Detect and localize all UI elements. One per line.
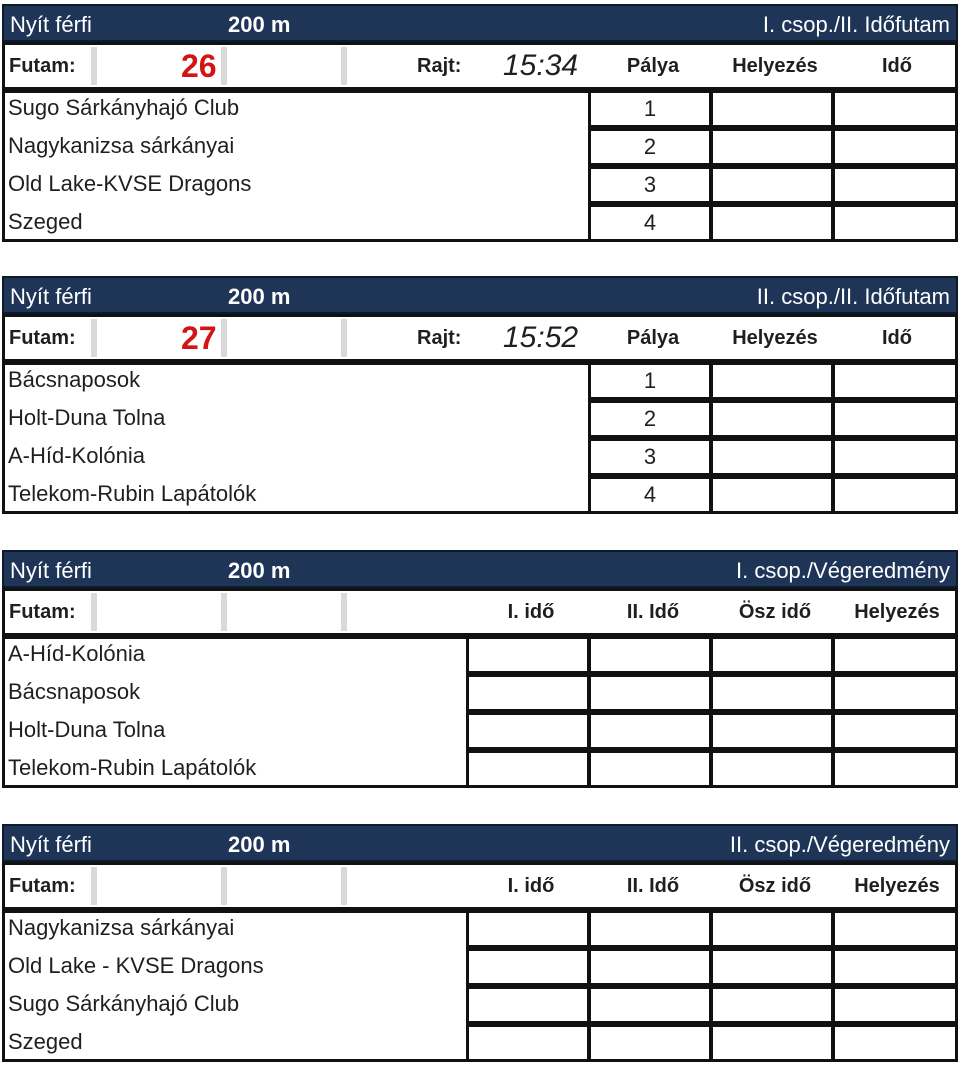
distance-label: 200 m (228, 284, 291, 309)
lane-number: 4 (588, 204, 712, 242)
category-label: Nyít férfi (10, 832, 92, 857)
table-row (2, 90, 958, 128)
place-cell[interactable] (710, 400, 834, 438)
place-cell[interactable] (710, 166, 834, 204)
lane-number: 2 (588, 400, 712, 438)
place-cell[interactable] (710, 204, 834, 242)
phase-label: II. csop./Végeredmény (729, 832, 950, 857)
team-name: Nagykanizsa sárkányai (8, 133, 235, 158)
place-cell[interactable] (832, 636, 958, 674)
futam-label: Futam: (9, 55, 76, 77)
separator (91, 319, 97, 357)
team-name: Sugo Sárkányhajó Club (8, 95, 240, 120)
heat-header-row (2, 42, 958, 90)
separator (91, 593, 97, 631)
time-cell[interactable] (832, 204, 958, 242)
separator (91, 867, 97, 905)
team-name: Telekom-Rubin Lapátolók (8, 755, 257, 780)
time-cell[interactable] (832, 362, 958, 400)
phase-label: I. csop./Végeredmény (735, 558, 950, 583)
first-time-cell[interactable] (466, 910, 590, 948)
place-cell[interactable] (832, 1024, 958, 1062)
column-header-first-time: I. idő (507, 875, 555, 897)
second-time-cell[interactable] (588, 712, 712, 750)
total-time-cell[interactable] (710, 712, 834, 750)
column-header-place: Helyezés (732, 327, 818, 349)
total-time-cell[interactable] (710, 986, 834, 1024)
column-header-lane: Pálya (626, 55, 680, 77)
time-cell[interactable] (832, 128, 958, 166)
table-row (2, 674, 958, 712)
lane-number: 3 (588, 166, 712, 204)
table-row (2, 712, 958, 750)
separator (221, 593, 227, 631)
place-cell[interactable] (832, 948, 958, 986)
column-header-total-time: Ösz idő (738, 601, 812, 623)
place-cell[interactable] (832, 750, 958, 788)
separator (221, 319, 227, 357)
team-name: Sugo Sárkányhajó Club (8, 991, 240, 1016)
place-cell[interactable] (832, 712, 958, 750)
table-row (2, 1024, 958, 1062)
place-cell[interactable] (832, 986, 958, 1024)
total-time-cell[interactable] (710, 674, 834, 712)
lane-number: 1 (588, 90, 712, 128)
category-label: Nyít férfi (10, 284, 92, 309)
team-name: Szeged (8, 209, 83, 234)
column-header-place: Helyezés (854, 875, 940, 897)
rajt-label: Rajt: (417, 55, 462, 77)
place-cell[interactable] (710, 362, 834, 400)
second-time-cell[interactable] (588, 948, 712, 986)
lane-number: 2 (588, 128, 712, 166)
place-cell[interactable] (710, 90, 834, 128)
place-cell[interactable] (710, 438, 834, 476)
distance-label: 200 m (228, 12, 291, 37)
phase-label: II. csop./II. Időfutam (756, 284, 950, 309)
table-row (2, 438, 958, 476)
category-label: Nyít férfi (10, 558, 92, 583)
separator (341, 47, 347, 85)
separator (221, 867, 227, 905)
table-row (2, 400, 958, 438)
second-time-cell[interactable] (588, 986, 712, 1024)
futam-label: Futam: (9, 601, 76, 623)
second-time-cell[interactable] (588, 910, 712, 948)
distance-label: 200 m (228, 832, 291, 857)
first-time-cell[interactable] (466, 948, 590, 986)
table-row (2, 362, 958, 400)
table-row (2, 476, 958, 514)
lane-number: 4 (588, 476, 712, 514)
team-name: Telekom-Rubin Lapátolók (8, 481, 257, 506)
first-time-cell[interactable] (466, 712, 590, 750)
time-cell[interactable] (832, 90, 958, 128)
separator (341, 319, 347, 357)
second-time-cell[interactable] (588, 750, 712, 788)
time-cell[interactable] (832, 166, 958, 204)
rajt-time: 15:52 (503, 321, 579, 354)
second-time-cell[interactable] (588, 1024, 712, 1062)
first-time-cell[interactable] (466, 674, 590, 712)
table-row (2, 204, 958, 242)
team-name: Old Lake - KVSE Dragons (8, 953, 264, 978)
separator (341, 867, 347, 905)
separator (341, 593, 347, 631)
second-time-cell[interactable] (588, 636, 712, 674)
first-time-cell[interactable] (466, 750, 590, 788)
lane-number: 3 (588, 438, 712, 476)
second-time-cell[interactable] (588, 674, 712, 712)
column-header-time: Idő (882, 55, 912, 77)
futam-number: 26 (181, 48, 217, 84)
team-name: Szeged (8, 1029, 83, 1054)
total-time-cell[interactable] (710, 636, 834, 674)
first-time-cell[interactable] (466, 1024, 590, 1062)
team-name: A-Híd-Kolónia (8, 443, 145, 468)
category-label: Nyít férfi (10, 12, 92, 37)
lane-number: 1 (588, 362, 712, 400)
team-name: Old Lake-KVSE Dragons (8, 171, 252, 196)
column-header-place: Helyezés (732, 55, 818, 77)
results-header-row (2, 862, 958, 910)
place-cell[interactable] (832, 674, 958, 712)
place-cell[interactable] (710, 476, 834, 514)
column-header-lane: Pálya (626, 327, 680, 349)
table-row (2, 986, 958, 1024)
futam-label: Futam: (9, 327, 76, 349)
futam-label: Futam: (9, 875, 76, 897)
time-cell[interactable] (832, 400, 958, 438)
results-title-bar (2, 824, 958, 862)
table-row (2, 910, 958, 948)
place-cell[interactable] (832, 910, 958, 948)
place-cell[interactable] (710, 128, 834, 166)
column-header-time: Idő (882, 327, 912, 349)
separator (221, 47, 227, 85)
team-name: Bácsnaposok (8, 679, 141, 704)
table-row (2, 636, 958, 674)
time-cell[interactable] (832, 438, 958, 476)
table-row (2, 128, 958, 166)
phase-label: I. csop./II. Időfutam (762, 12, 950, 37)
team-name: Holt-Duna Tolna (8, 717, 166, 742)
total-time-cell[interactable] (710, 910, 834, 948)
column-header-first-time: I. idő (507, 601, 555, 623)
heat-title-bar (2, 276, 958, 314)
heat-header-row (2, 314, 958, 362)
total-time-cell[interactable] (710, 1024, 834, 1062)
table-row (2, 948, 958, 986)
separator (91, 47, 97, 85)
rajt-label: Rajt: (417, 327, 462, 349)
column-header-second-time: II. Idő (626, 875, 680, 897)
column-header-place: Helyezés (854, 601, 940, 623)
rajt-time: 15:34 (503, 49, 579, 82)
first-time-cell[interactable] (466, 986, 590, 1024)
total-time-cell[interactable] (710, 750, 834, 788)
team-name: A-Híd-Kolónia (8, 641, 145, 666)
table-row (2, 166, 958, 204)
futam-number: 27 (181, 320, 217, 356)
heat-title-bar (2, 4, 958, 42)
team-name: Holt-Duna Tolna (8, 405, 166, 430)
distance-label: 200 m (228, 558, 291, 583)
team-name: Nagykanizsa sárkányai (8, 915, 235, 940)
table-row (2, 750, 958, 788)
results-title-bar (2, 550, 958, 588)
first-time-cell[interactable] (466, 636, 590, 674)
results-header-row (2, 588, 958, 636)
time-cell[interactable] (832, 476, 958, 514)
team-name: Bácsnaposok (8, 367, 141, 392)
column-header-total-time: Ösz idő (738, 875, 812, 897)
column-header-second-time: II. Idő (626, 601, 680, 623)
total-time-cell[interactable] (710, 948, 834, 986)
